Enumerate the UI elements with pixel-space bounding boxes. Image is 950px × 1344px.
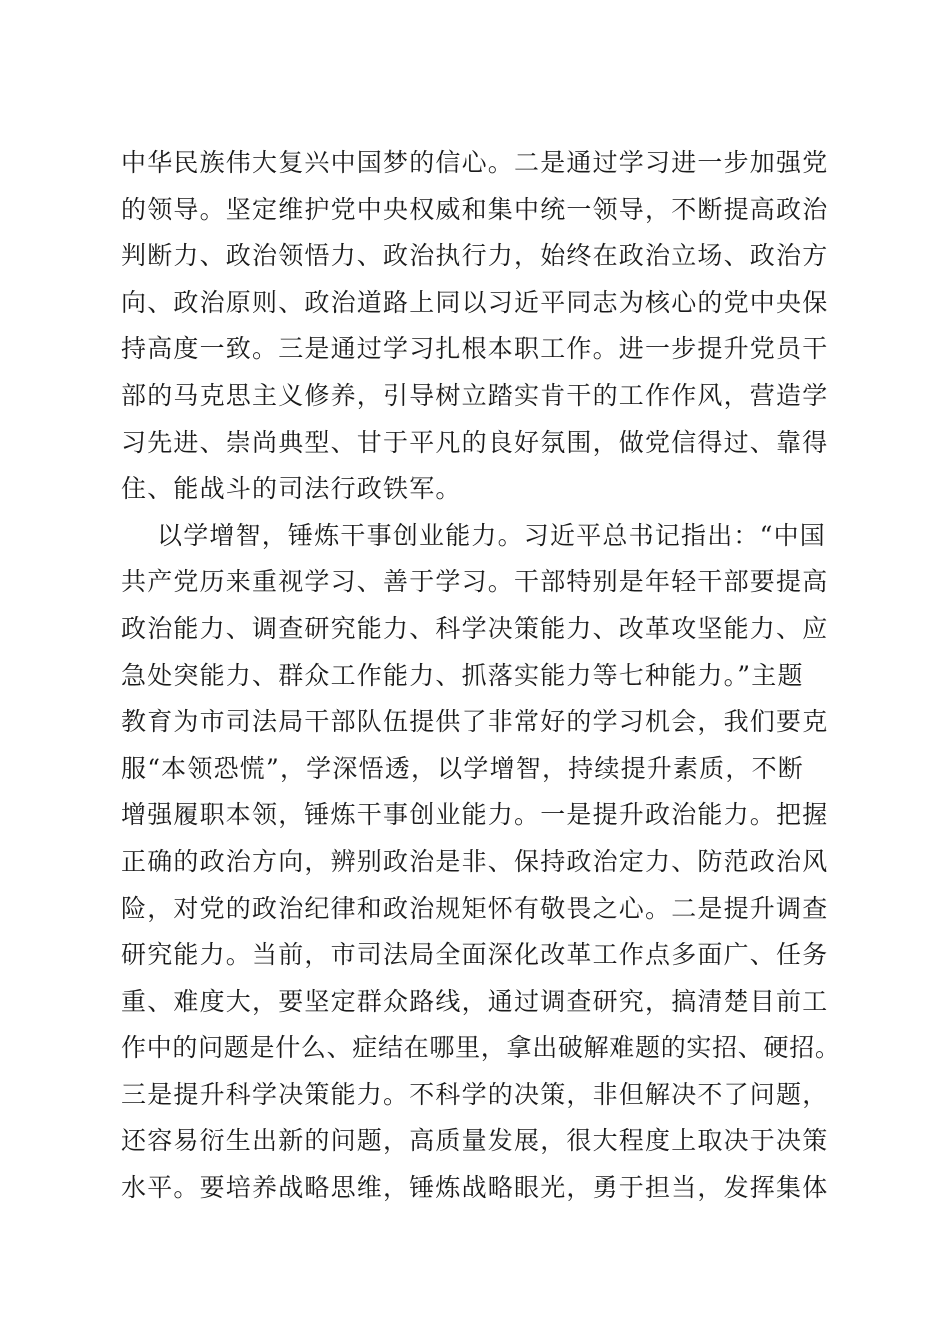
- text-line: 向、政治原则、政治道路上同以习近平同志为核心的党中央保: [121, 287, 829, 317]
- text-line: 共产党历来重视学习、善于学习。干部特别是年轻干部要提高: [121, 567, 829, 597]
- text-line: 水平。要培养战略思维，锤炼战略眼光，勇于担当，发挥集体: [121, 1173, 829, 1203]
- text-line: 增强履职本领，锤炼干事创业能力。一是提升政治能力。把握: [121, 800, 829, 830]
- text-line: 教育为市司法局干部队伍提供了非常好的学习机会，我们要克: [121, 707, 829, 737]
- text-line: 险，对党的政治纪律和政治规矩怀有敬畏之心。二是提升调查: [121, 893, 829, 923]
- paragraph-start-line: 以学增智，锤炼干事创业能力。习近平总书记指出：“中国: [157, 520, 826, 550]
- text-line: 习先进、崇尚典型、甘于平凡的良好氛围，做党信得过、靠得: [121, 427, 829, 457]
- text-line: 三是提升科学决策能力。不科学的决策，非但解决不了问题，: [121, 1079, 829, 1109]
- text-line: 重、难度大，要坚定群众路线，通过调查研究，搞清楚目前工: [121, 986, 829, 1016]
- text-line: 的领导。坚定维护党中央权威和集中统一领导，不断提高政治: [121, 194, 829, 224]
- text-line: 部的马克思主义修养，引导树立踏实肯干的工作作风，营造学: [121, 380, 829, 410]
- text-line: 正确的政治方向，辨别政治是非、保持政治定力、防范政治风: [121, 846, 829, 876]
- text-line: 住、能战斗的司法行政铁军。: [121, 474, 462, 504]
- text-line: 研究能力。当前，市司法局全面深化改革工作点多面广、任务: [121, 940, 829, 970]
- text-line: 急处突能力、群众工作能力、抓落实能力等七种能力。”主题: [121, 660, 804, 690]
- text-line: 中华民族伟大复兴中国梦的信心。二是通过学习进一步加强党: [121, 148, 829, 177]
- text-line: 持高度一致。三是通过学习扎根本职工作。进一步提升党员干: [121, 334, 829, 364]
- body-text: [121, 140, 841, 1212]
- text-line: 作中的问题是什么、症结在哪里，拿出破解难题的实招、硬招。: [121, 1033, 841, 1063]
- text-line: 判断力、政治领悟力、政治执行力，始终在政治立场、政治方: [121, 241, 829, 271]
- text-line: 服“本领恐慌”，学深悟透，以学增智，持续提升素质，不断: [121, 753, 804, 783]
- text-line: 政治能力、调查研究能力、科学决策能力、改革攻坚能力、应: [121, 613, 829, 643]
- text-line: 还容易衍生出新的问题，高质量发展，很大程度上取决于决策: [121, 1126, 829, 1156]
